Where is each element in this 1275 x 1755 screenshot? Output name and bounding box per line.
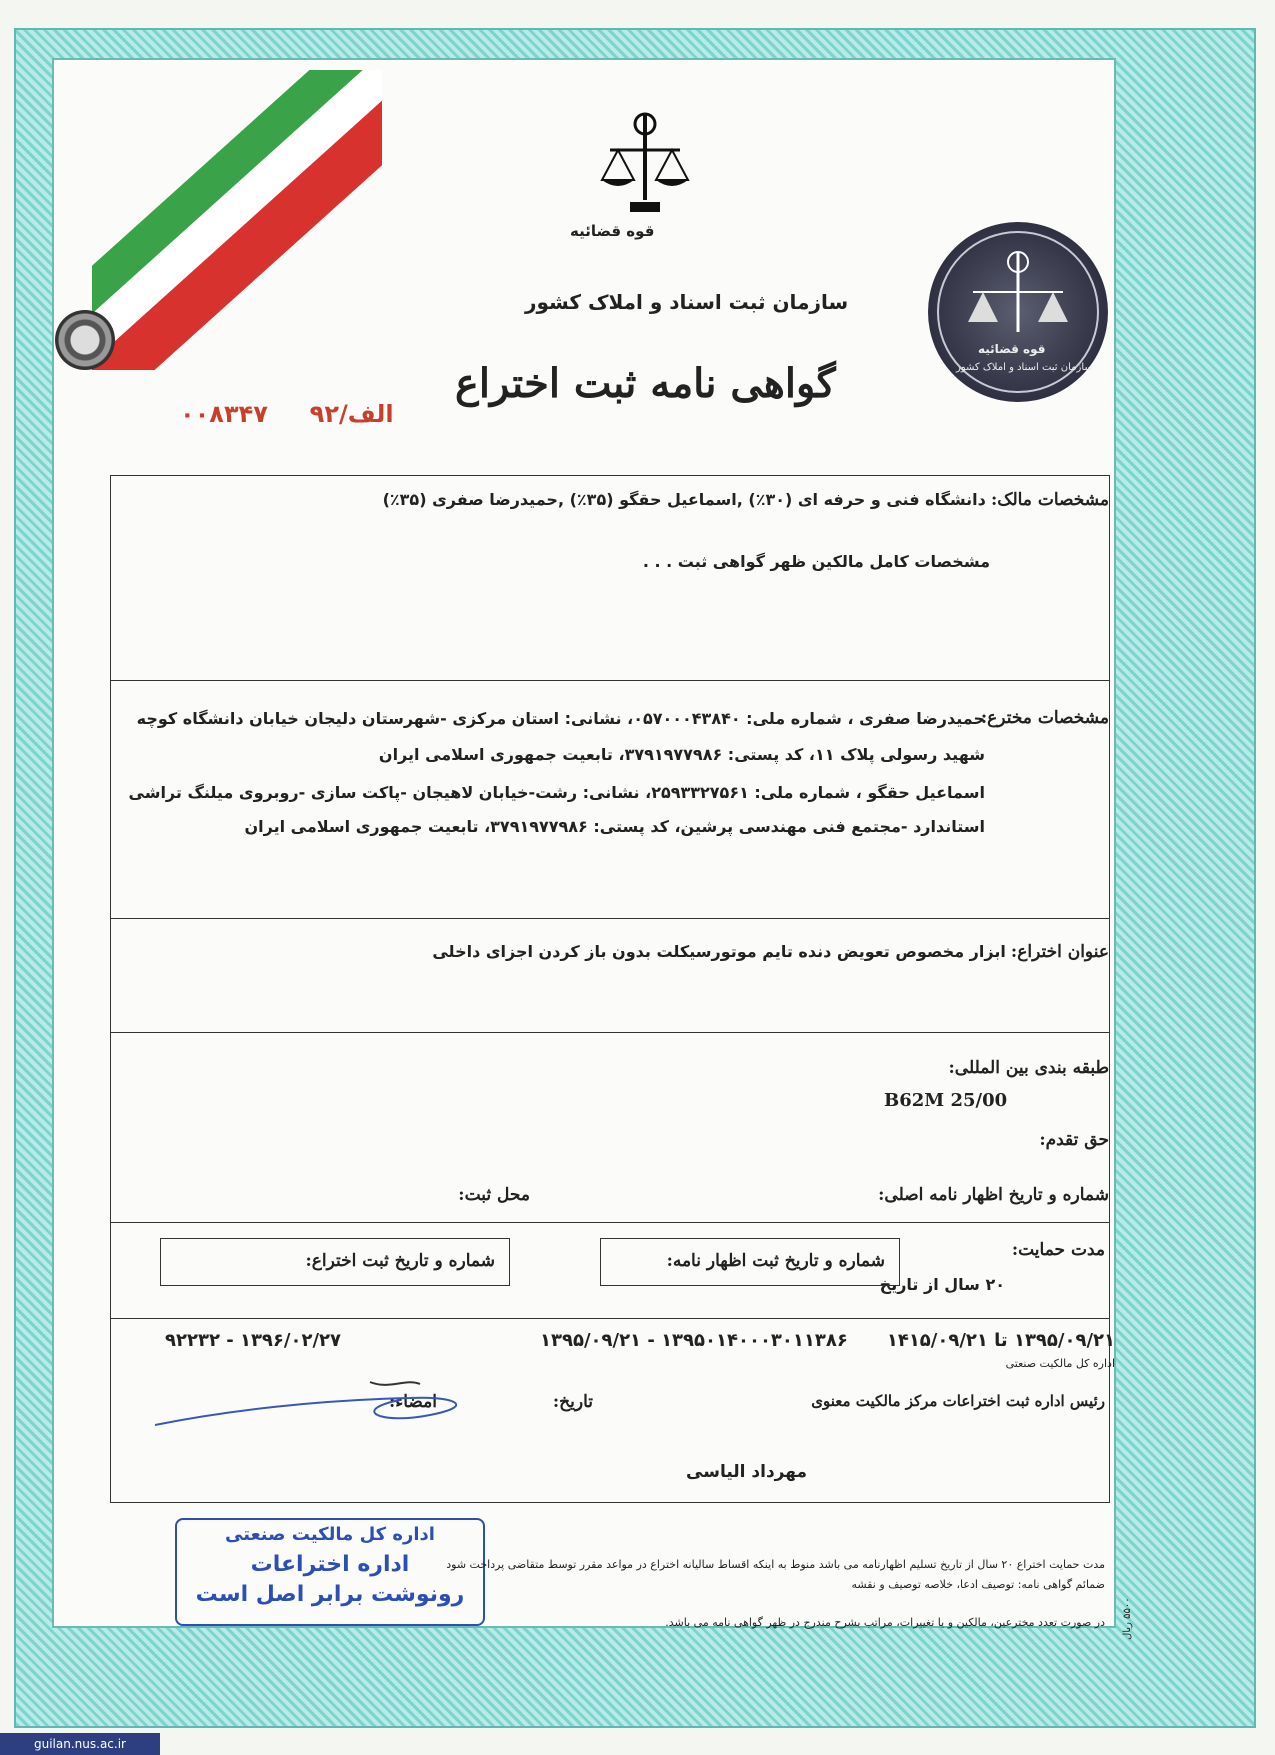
divider — [110, 1222, 1110, 1223]
inventor-line-1: حمیدرضا صفری ، شماره ملی: ۰۵۷۰۰۰۴۳۸۴۰، نشانی: استان مرکزی -شهرستان دلیجان خیابان دانشگاه کوچه — [136, 709, 985, 728]
registration-label: شماره و تاریخ ثبت اختراع: — [305, 1251, 495, 1271]
stamp-line-2: اداره اختراعات — [250, 1552, 410, 1577]
inventor-label: مشخصات مخترع: — [980, 708, 1109, 728]
header-org-1: قوه قضائیه — [570, 222, 655, 240]
seal-emblem-icon — [928, 222, 1108, 402]
declaration-box — [600, 1238, 900, 1286]
scales-emblem-icon — [600, 110, 690, 220]
registration-box — [160, 1238, 510, 1286]
registration-value: ۱۳۹۶/۰۲/۲۷ - ۹۲۲۳۲ — [165, 1330, 341, 1351]
handwritten-signature — [150, 1370, 490, 1440]
owner-value: دانشگاه فنی و حرفه ای (۳۰٪) ,اسماعیل حقگو (۳۵٪) ,حمیدرضا صفری (۳۵٪) — [382, 490, 986, 509]
protection-label: مدت حمایت: — [1011, 1240, 1105, 1260]
inventor-line-3: اسماعیل حقگو ، شماره ملی: ۲۵۹۳۳۲۷۵۶۱، نشانی: رشت-خیابان لاهیجان -پاکت سازی -روبروی میلنگ تراشی — [128, 783, 985, 802]
declaration-label: شماره و تاریخ ثبت اظهار نامه: — [666, 1251, 885, 1271]
owner-row — [383, 490, 1109, 510]
classification-value: B62M 25/00 — [884, 1090, 1008, 1111]
owner-note: مشخصات کامل مالکین ظهر گواهی ثبت . . . — [642, 552, 990, 571]
invention-title-row — [432, 942, 1109, 962]
header-org-2: سازمان ثبت اسناد و املاک کشور — [525, 290, 849, 314]
origin-declaration-label: شماره و تاریخ اظهار نامه اصلی: — [878, 1185, 1109, 1205]
price-label: ۵۵۰۰ ریال — [1122, 1597, 1133, 1640]
serial-number — [180, 400, 394, 428]
divider — [110, 918, 1110, 919]
divider — [110, 1032, 1110, 1033]
place-label: محل ثبت: — [458, 1185, 530, 1205]
footnote-3: در صورت تعدد مخترعین، مالکین و یا تغییرات، مراتب بشرح مندرج در ظهر گواهی نامه می باشد. — [665, 1616, 1105, 1629]
owner-label: مشخصات مالک: — [990, 490, 1109, 510]
source-watermark: guilan.nus.ac.ir — [0, 1733, 160, 1755]
priority-label: حق تقدم: — [1039, 1130, 1109, 1150]
protection-dates: ۱۳۹۵/۰۹/۲۱ تا ۱۴۱۵/۰۹/۲۱ — [886, 1330, 1115, 1351]
serial-series: الف/۹۲ — [309, 400, 394, 428]
serial-value: ۰۰۸۳۴۷ — [180, 400, 268, 428]
flag-ribbon — [92, 70, 382, 370]
seal-line-1: قوه قضائیه — [978, 342, 1046, 356]
date-label: تاریخ: — [552, 1392, 593, 1412]
invention-title-label: عنوان اختراع: — [1010, 942, 1109, 962]
signature-office: رئیس اداره ثبت اختراعات مرکز مالکیت معنوی — [811, 1392, 1105, 1410]
inventor-line-2: شهید رسولی پلاک ۱۱، کد پستی: ۳۷۹۱۹۷۷۹۸۶، تابعیت جمهوری اسلامی ایران — [378, 745, 985, 764]
classification-label: طبقه بندی بین المللی: — [948, 1058, 1109, 1078]
stamp-line-1: اداره کل مالکیت صنعتی — [225, 1524, 435, 1545]
declaration-value: ۱۳۹۵۰۱۴۰۰۰۳۰۱۱۳۸۶ - ۱۳۹۵/۰۹/۲۱ — [540, 1330, 848, 1351]
signer-name: مهرداد الیاسی — [686, 1462, 807, 1482]
inventor-line-4: استاندارد -مجتمع فنی مهندسی پرشین، کد پستی: ۳۷۹۱۹۷۷۹۸۶، تابعیت جمهوری اسلامی ایران — [244, 817, 985, 836]
divider — [110, 680, 1110, 681]
invention-title-value: ابزار مخصوص تعویض دنده تایم موتورسیکلت بدون باز کردن اجزای داخلی — [432, 942, 1006, 961]
grommet-ring — [55, 310, 115, 370]
footnote-1: مدت حمایت اختراع ۲۰ سال از تاریخ تسلیم اظهارنامه می باشد منوط به اینکه اقساط سالیانه اختراع در مواعد مقرر توسط متقاضی پرداخت شود — [446, 1558, 1105, 1571]
seal-line-2: سازمان ثبت اسناد و املاک کشور — [956, 362, 1093, 373]
true-copy-stamp — [175, 1518, 485, 1626]
protection-value: ۲۰ سال از تاریخ — [879, 1275, 1005, 1294]
official-seal — [928, 222, 1108, 402]
page-title: گواهی نامه ثبت اختراع — [455, 360, 836, 407]
protection-sub: اداره کل مالکیت صنعتی — [1005, 1357, 1115, 1370]
divider — [110, 1318, 1110, 1319]
stamp-line-3: رونوشت برابر اصل است — [195, 1582, 465, 1607]
footnote-2: ضمائم گواهی نامه: توصیف ادعا، خلاصه توصیف و نقشه — [851, 1578, 1105, 1591]
sign-label: امضاء: — [388, 1392, 437, 1412]
